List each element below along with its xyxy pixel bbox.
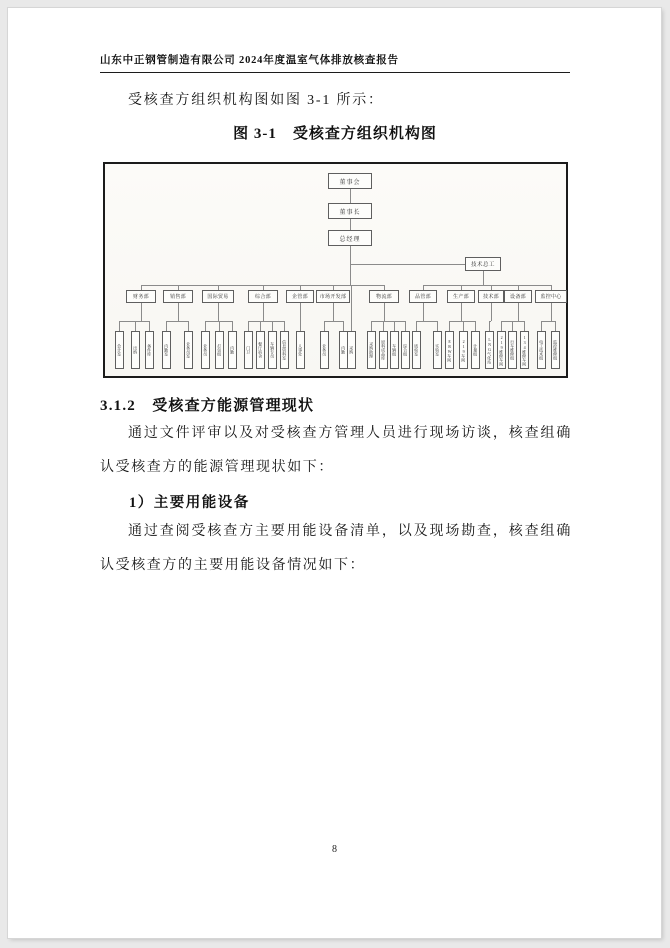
org-connector <box>405 321 406 331</box>
org-connector <box>384 303 385 321</box>
org-connector <box>333 303 334 321</box>
org-connector <box>461 303 462 321</box>
page-number: 8 <box>332 844 337 855</box>
org-node: 人事处 <box>296 331 305 369</box>
org-node: 实验室 <box>433 331 442 369</box>
org-node: 技术总工 <box>465 257 501 271</box>
org-connector <box>248 321 284 322</box>
document-page <box>8 8 661 938</box>
org-node: 技术部 <box>478 290 504 303</box>
org-connector <box>272 321 273 331</box>
org-node: 品管部 <box>409 290 437 303</box>
org-node: 监控中心 <box>535 290 567 303</box>
org-node: 企管部 <box>286 290 314 303</box>
org-connector <box>501 321 502 331</box>
org-chart-figure <box>103 162 568 378</box>
org-connector <box>119 321 120 331</box>
intro-paragraph: 受核查方组织机构图如图 3-1 所示： <box>128 93 384 108</box>
org-node: 计量组 <box>471 331 480 369</box>
org-connector <box>423 285 551 286</box>
org-connector <box>350 219 351 230</box>
org-node: 董事长 <box>328 203 372 219</box>
org-node: 物流部 <box>369 290 399 303</box>
org-connector <box>248 321 249 331</box>
org-node: LNG气化站 <box>485 331 494 369</box>
org-node: 会计室 <box>115 331 124 369</box>
org-connector <box>141 303 142 321</box>
org-connector <box>518 303 519 321</box>
org-connector <box>512 321 513 331</box>
org-node: 打包组 <box>215 331 224 369</box>
org-node: 车辆组 <box>390 331 399 369</box>
org-connector <box>324 321 325 331</box>
section-heading: 3.1.2 受核查方能源管理现状 <box>100 398 315 414</box>
org-node: 内勤室 <box>162 331 171 369</box>
org-node: 业务员 <box>201 331 210 369</box>
org-connector <box>350 246 351 285</box>
org-connector <box>300 321 301 331</box>
org-connector <box>416 321 417 331</box>
org-connector <box>324 321 343 322</box>
org-connector <box>483 271 484 285</box>
org-connector <box>350 189 351 203</box>
org-node: 业务员 <box>320 331 329 369</box>
org-connector <box>260 321 261 331</box>
org-connector <box>541 321 542 331</box>
org-node: 总经理 <box>328 230 372 246</box>
org-connector <box>166 321 167 331</box>
org-node: 门卫 <box>244 331 253 369</box>
org-connector <box>449 321 450 331</box>
org-connector <box>423 303 424 321</box>
org-connector <box>551 303 552 321</box>
org-node: 出纳 <box>131 331 140 369</box>
org-node: 餐厅宿舍 <box>256 331 265 369</box>
org-connector <box>350 264 465 265</box>
org-node: 内勤 <box>228 331 237 369</box>
body-paragraph-2: 通过查阅受核查方主要用能设备清单，以及现场勘查，核查组确认受核查方的主要用能设备情况如下： <box>100 524 572 573</box>
org-chart <box>105 164 566 376</box>
org-node: 监控维修组 <box>551 331 560 369</box>
org-connector <box>232 321 233 331</box>
org-node: 业务员室 <box>184 331 193 369</box>
org-node: 信息资料室 <box>280 331 289 369</box>
org-connector <box>205 321 206 331</box>
org-node: 原料成品库 <box>379 331 388 369</box>
org-node: 内勤 <box>339 331 348 369</box>
org-node: ERW车间 <box>445 331 454 369</box>
org-node: 设备部 <box>504 290 532 303</box>
header-title: 山东中正钢管制造有限公司 2024年度温室气体排放核查报告 <box>100 55 399 66</box>
org-connector <box>437 321 438 331</box>
org-connector <box>119 321 149 322</box>
equipment-heading: 1）主要用能设备 <box>129 495 250 511</box>
org-connector <box>463 321 464 331</box>
org-connector <box>166 321 188 322</box>
org-connector <box>489 321 490 331</box>
org-connector <box>263 303 264 321</box>
org-connector <box>178 303 179 321</box>
page-header <box>100 52 570 73</box>
org-connector <box>524 321 525 331</box>
org-node: 行车维修组 <box>508 331 517 369</box>
org-connector <box>541 321 555 322</box>
org-connector <box>475 321 476 331</box>
org-connector <box>555 321 556 331</box>
org-node: 采购 <box>347 331 356 369</box>
org-node: 生产部 <box>447 290 475 303</box>
org-connector <box>218 303 219 321</box>
org-node: 采购助理 <box>367 331 376 369</box>
org-node: 质检室 <box>412 331 421 369</box>
org-connector <box>416 321 437 322</box>
org-connector <box>394 321 395 331</box>
org-node: 备件库 <box>145 331 154 369</box>
org-node: 销售部 <box>163 290 193 303</box>
org-connector <box>343 321 344 331</box>
org-node: 综合组 <box>401 331 410 369</box>
org-node: 219维修车间 <box>497 331 506 369</box>
org-node: 219车间 <box>459 331 468 369</box>
figure-caption: 图 3-1 受核查方组织机构图 <box>233 126 437 142</box>
org-node: 综合部 <box>248 290 278 303</box>
org-connector <box>135 321 136 331</box>
org-node: 财务部 <box>126 290 156 303</box>
org-connector <box>351 285 352 331</box>
org-node: 国际贸易 <box>202 290 234 303</box>
org-node: 市场开发部 <box>316 290 350 303</box>
org-node: 134维修车间 <box>520 331 529 369</box>
org-connector <box>449 321 475 322</box>
org-connector <box>371 321 405 322</box>
org-node: 车辆专员 <box>268 331 277 369</box>
org-connector <box>491 303 492 321</box>
org-connector <box>371 321 372 331</box>
org-connector <box>300 303 301 321</box>
org-connector <box>188 321 189 331</box>
org-node: 电工技术组 <box>537 331 546 369</box>
org-node: 董事会 <box>328 173 372 189</box>
org-connector <box>284 321 285 331</box>
org-connector <box>149 321 150 331</box>
body-paragraph-1: 通过文件评审以及对受核查方管理人员进行现场访谈，核查组确认受核查方的能源管理现状如下： <box>100 426 572 475</box>
org-connector <box>219 321 220 331</box>
org-connector <box>383 321 384 331</box>
